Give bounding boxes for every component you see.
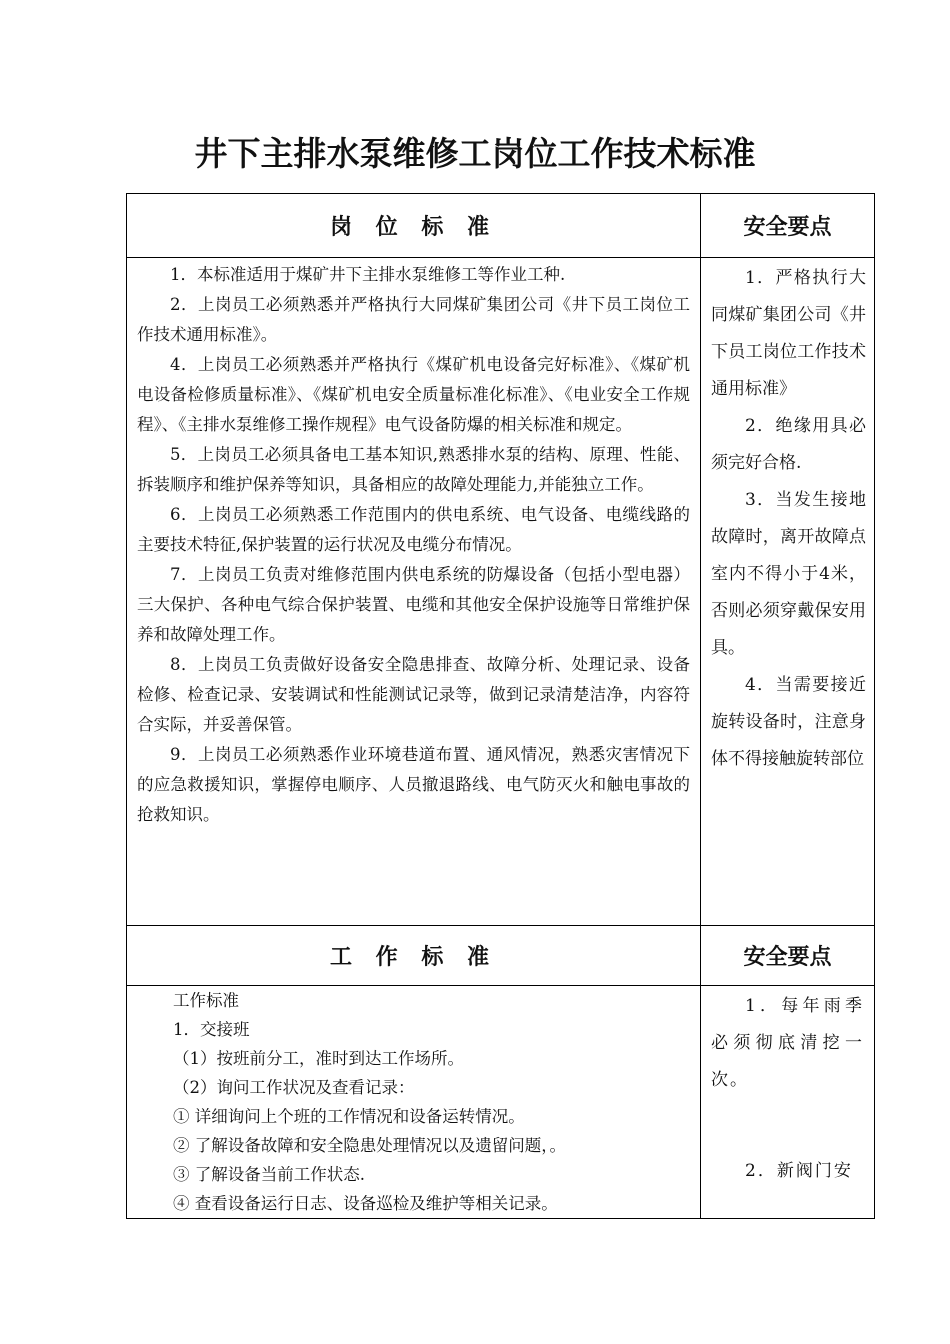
- safety-points-content: [701, 258, 875, 926]
- work-line: （1）按班前分工，准时到达工作场所。: [173, 1049, 464, 1068]
- work-standard-content: [127, 986, 701, 1219]
- safety-item: 2．绝缘用具必须完好合格.: [711, 416, 866, 473]
- standards-table: [126, 193, 875, 1219]
- standard-item: 9．上岗员工必须熟悉作业环境巷道布置、通风情况，熟悉灾害情况下的应急救援知识，掌握停电顺序、人员撤退路线、电气防灭火和触电事故的抢救知识。: [137, 745, 690, 824]
- section2-header-row: [127, 926, 875, 986]
- work-line: ② 了解设备故障和安全隐患处理情况以及遗留问题，。: [173, 1136, 566, 1155]
- standard-item: 8．上岗员工负责做好设备安全隐患排查、故障分析、处理记录、设备检修、检查记录、安装调试和性能测试记录等，做到记录清楚洁净，内容符合实际，并妥善保管。: [137, 655, 690, 734]
- section1-body-row: [127, 258, 875, 926]
- post-standard-content: [127, 258, 701, 926]
- document-title: 井下主排水泵维修工岗位工作技术标准: [194, 134, 756, 173]
- work-line: （2）询问工作状况及查看记录：: [173, 1078, 415, 1097]
- work-line: 1．交接班: [173, 1020, 250, 1039]
- safety-item: 4．当需要接近旋转设备时，注意身体不得接触旋转部位: [711, 675, 866, 769]
- post-standard-header: 岗 位 标 准: [127, 194, 701, 258]
- work-standard-header: 工 作 标 准: [127, 926, 701, 986]
- work-line: ③ 了解设备当前工作状态.: [173, 1165, 365, 1184]
- standard-item: 7．上岗员工负责对维修范围内供电系统的防爆设备（包括小型电器）三大保护、各种电气综合保护装置、电缆和其他安全保护设施等日常维护保养和故障处理工作。: [137, 565, 690, 644]
- work-line: ① 详细询问上个班的工作情况和设备运转情况。: [173, 1107, 525, 1126]
- standard-item: 4．上岗员工必须熟悉并严格执行《煤矿机电设备完好标准》、《煤矿机电设备检修质量标准》、《煤矿机电安全质量标准化标准》、《电业安全工作规程》、《主排水泵维修工操作规程》电气设备防爆的相关标准和规定。: [137, 355, 690, 434]
- safety-item: 2．新阀门安: [745, 1161, 853, 1181]
- safety-points-header-2: 安全要点: [701, 926, 875, 986]
- work-line: 工作标准: [173, 991, 239, 1010]
- work-line: ④ 查看设备运行日志、设备巡检及维护等相关记录。: [173, 1194, 558, 1213]
- standard-item: 6．上岗员工必须熟悉工作范围内的供电系统、电气设备、电缆线路的主要技术特征,保护装置的运行状况及电缆分布情况。: [137, 505, 690, 554]
- section2-body-row: [127, 986, 875, 1219]
- safety-points-header: 安全要点: [701, 194, 875, 258]
- safety-item: 1．严格执行大同煤矿集团公司《井下员工岗位工作技术通用标准》: [711, 268, 866, 399]
- section1-header-row: [127, 194, 875, 258]
- standard-item: 2．上岗员工必须熟悉并严格执行大同煤矿集团公司《井下员工岗位工作技术通用标准》。: [137, 295, 690, 344]
- standard-item: 5．上岗员工必须具备电工基本知识,熟悉排水泵的结构、原理、性能、拆装顺序和维护保养等知识，具备相应的故障处理能力,并能独立工作。: [137, 445, 690, 494]
- safety-item: 3．当发生接地故障时，离开故障点室内不得小于4米，否则必须穿戴保安用具。: [711, 490, 866, 658]
- safety-item: 1．每年雨季必须彻底清挖一次。: [711, 996, 864, 1090]
- safety-points-content-2: [701, 986, 875, 1219]
- standard-item: 1．本标准适用于煤矿井下主排水泵维修工等作业工种.: [170, 265, 566, 284]
